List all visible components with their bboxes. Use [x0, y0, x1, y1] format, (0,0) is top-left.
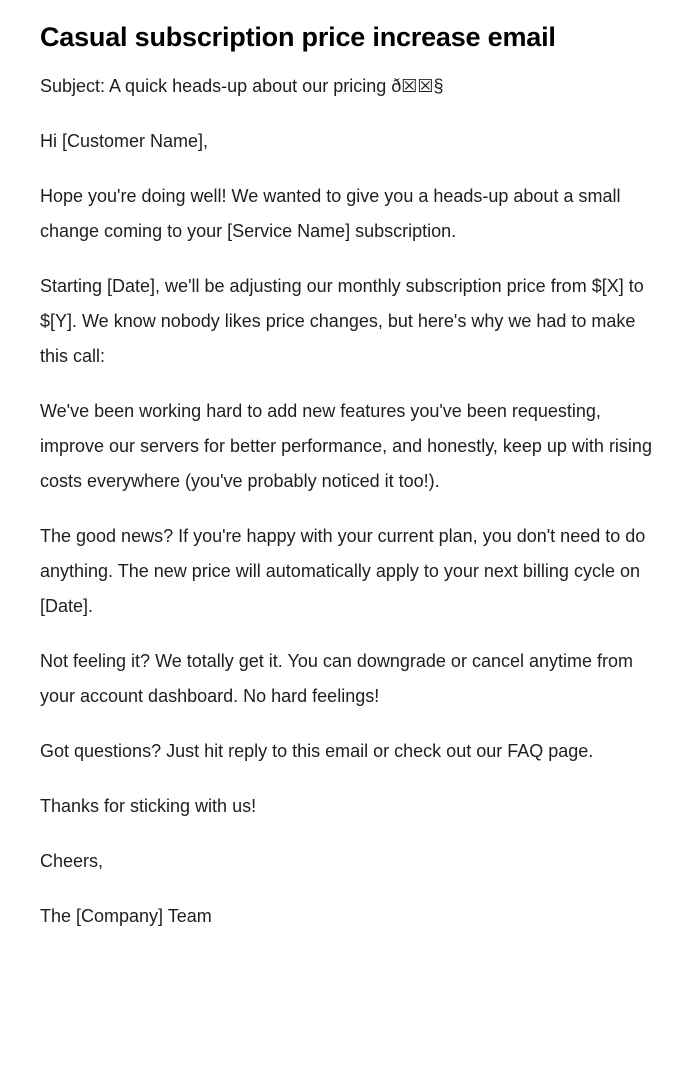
paragraph-thanks: Thanks for sticking with us!	[40, 796, 257, 816]
paragraph-greeting: Hi [Customer Name],	[40, 131, 209, 151]
paragraph-good-news: The good news? If you're happy with your current plan, you don't need to do anything. The new price will automatically apply to your next billing cycle on [Date].	[40, 526, 646, 616]
paragraph-intro: Hope you're doing well! We wanted to give you a heads-up about a small change coming to your [Service Name] subscription.	[40, 186, 621, 241]
paragraph-signoff: Cheers,	[40, 851, 104, 871]
paragraph-reasons: We've been working hard to add new features you've been requesting, improve our servers for better performance, and honestly, keep up with rising costs everywhere (you've probably noticed it too!).	[40, 401, 652, 491]
paragraph-questions: Got questions? Just hit reply to this email or check out our FAQ page.	[40, 741, 594, 761]
paragraph-cancel-option: Not feeling it? We totally get it. You can downgrade or cancel anytime from your account dashboard. No hard feelings!	[40, 651, 633, 706]
paragraph-price-change: Starting [Date], we'll be adjusting our monthly subscription price from $[X] to $[Y]. We know nobody likes price changes, but here's why we had to make this call:	[40, 276, 644, 366]
paragraph-subject-line: Subject: A quick heads-up about our pricing ð☒☒§	[40, 76, 444, 96]
paragraph-signature: The [Company] Team	[40, 906, 212, 926]
document-title: Casual subscription price increase email	[40, 22, 556, 52]
